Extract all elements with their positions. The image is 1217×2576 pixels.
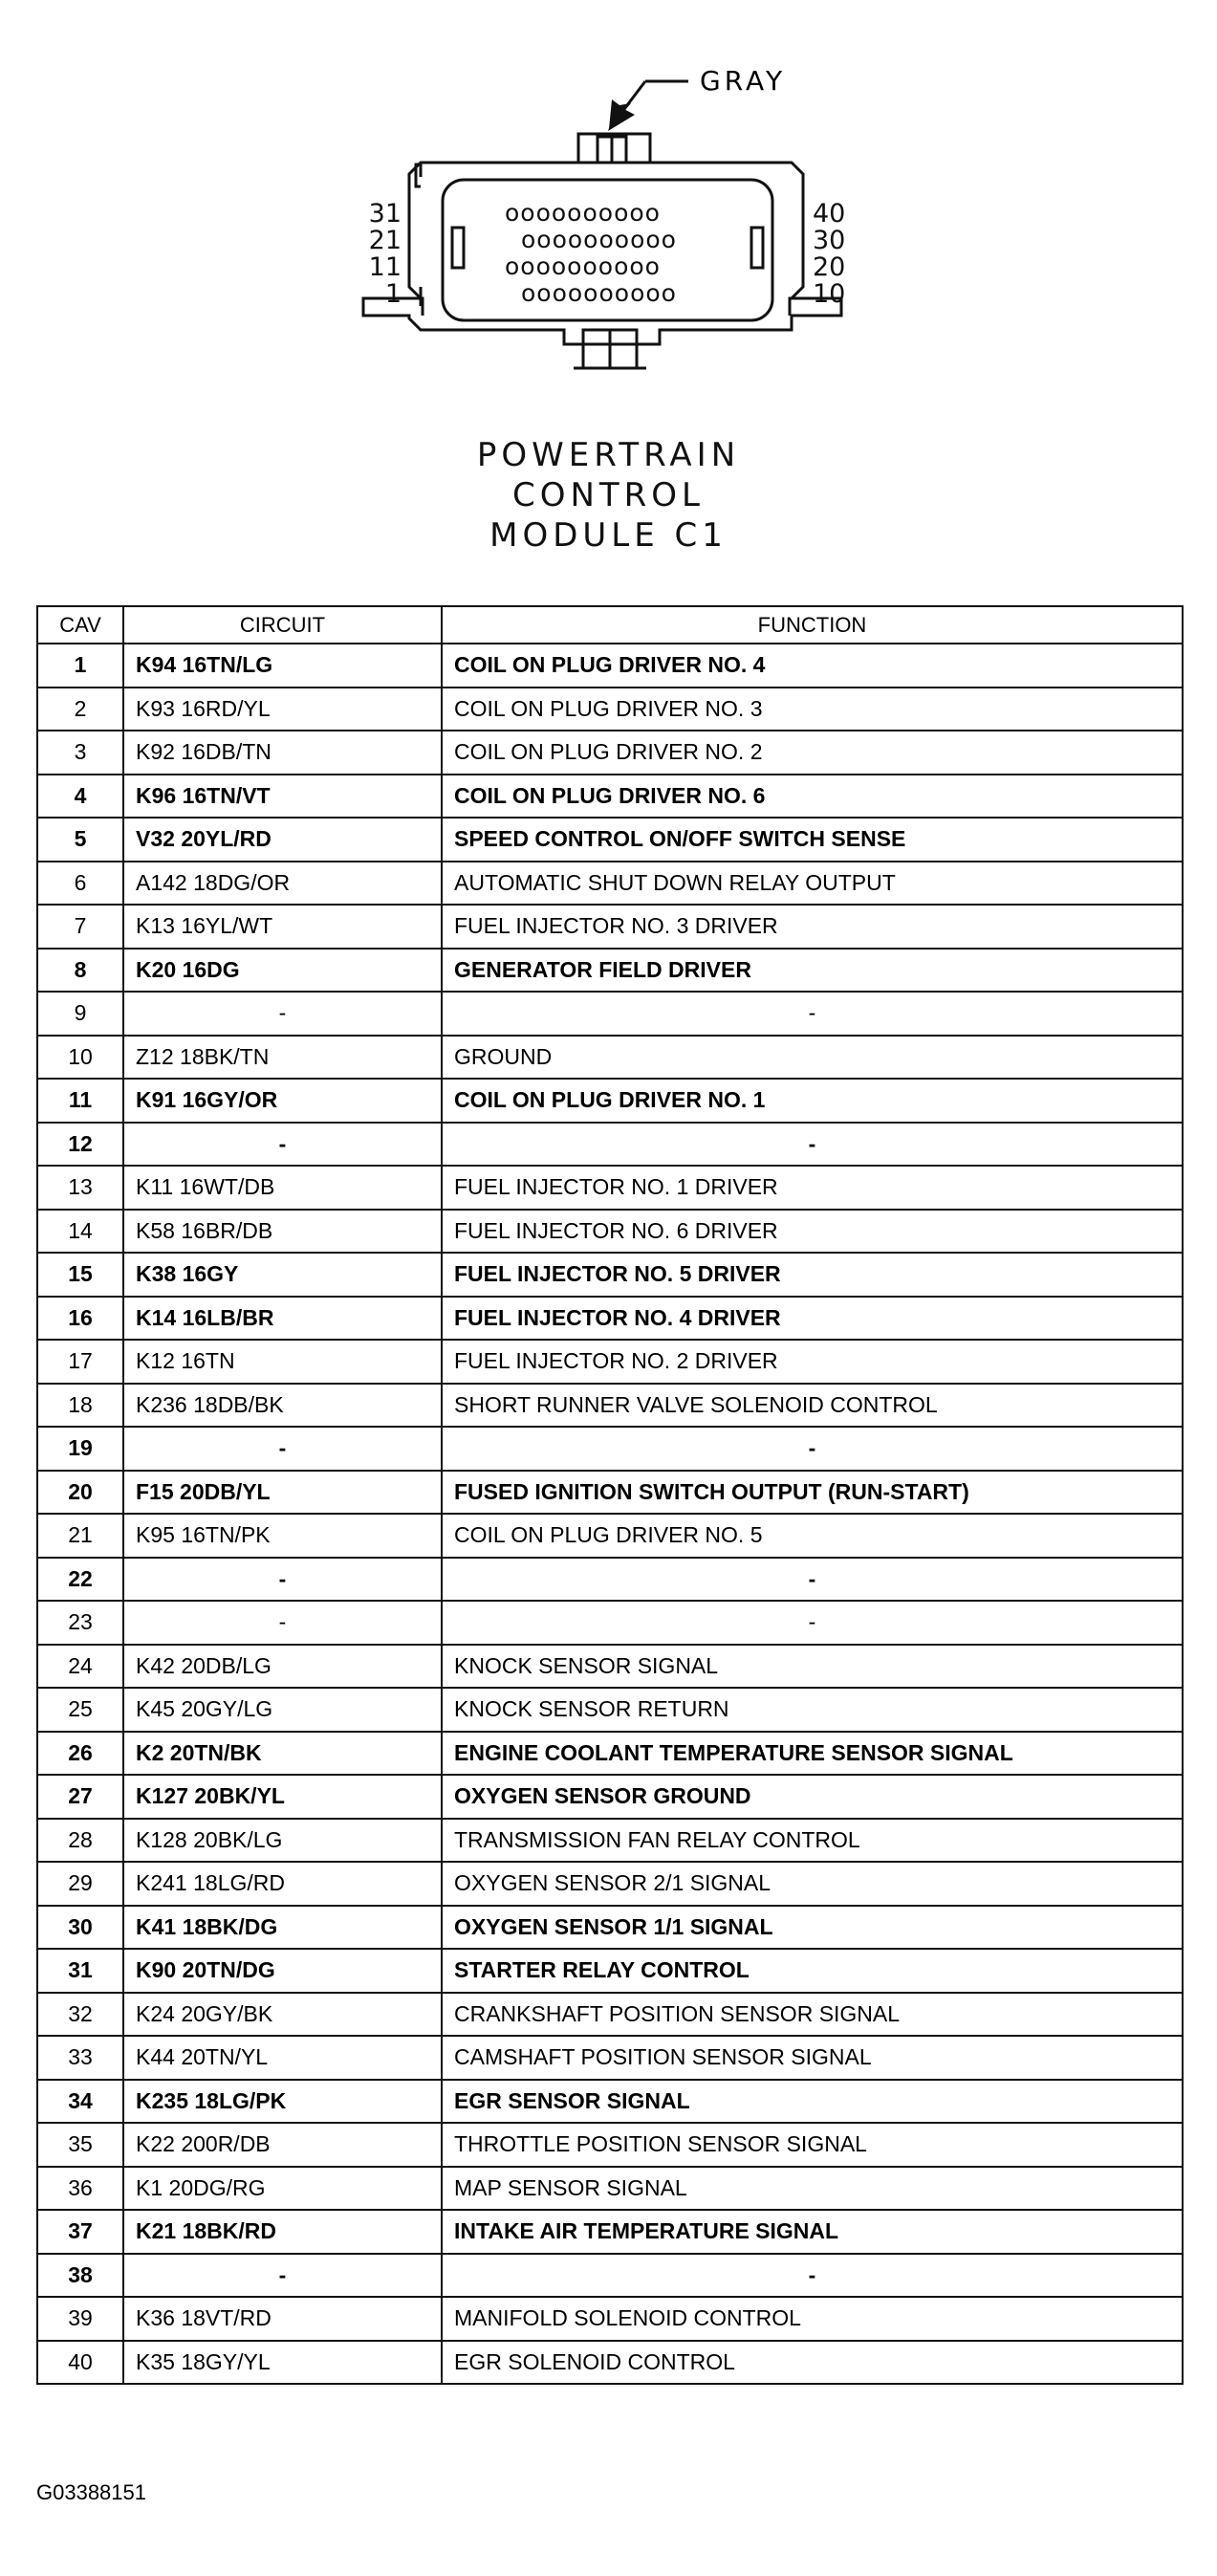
title-line-2: CONTROL	[511, 476, 706, 514]
function-cell: EGR SOLENOID CONTROL	[442, 2341, 1183, 2385]
cav-cell: 20	[37, 1471, 123, 1515]
function-cell: MAP SENSOR SIGNAL	[442, 2167, 1183, 2211]
cav-cell: 32	[37, 1993, 123, 2037]
circuit-cell: K13 16YL/WT	[123, 905, 442, 949]
circuit-cell: K236 18DB/BK	[123, 1384, 442, 1428]
function-cell: OXYGEN SENSOR GROUND	[442, 1775, 1183, 1819]
circuit-cell: -	[123, 1427, 442, 1471]
table-row	[37, 1297, 1183, 1341]
cav-cell: 40	[37, 2341, 123, 2385]
circuit-cell: K2 20TN/BK	[123, 1732, 442, 1776]
cav-cell: 10	[37, 1036, 123, 1080]
cav-cell: 17	[37, 1340, 123, 1384]
table-row	[37, 731, 1183, 775]
table-row	[37, 2167, 1183, 2211]
cav-cell: 7	[37, 905, 123, 949]
function-cell: COIL ON PLUG DRIVER NO. 1	[442, 1079, 1183, 1123]
function-cell: -	[442, 1558, 1183, 1602]
function-cell: FUEL INJECTOR NO. 1 DRIVER	[442, 1166, 1183, 1210]
cav-cell: 9	[37, 992, 123, 1036]
gray-label: GRAY	[700, 65, 787, 97]
table-row	[37, 1166, 1183, 1210]
function-cell: SPEED CONTROL ON/OFF SWITCH SENSE	[442, 818, 1183, 862]
function-cell: EGR SENSOR SIGNAL	[442, 2080, 1183, 2124]
function-cell: GROUND	[442, 1036, 1183, 1080]
circuit-cell: K12 16TN	[123, 1340, 442, 1384]
cav-cell: 38	[37, 2254, 123, 2298]
table-row	[37, 1906, 1183, 1950]
cav-cell: 4	[37, 775, 123, 819]
circuit-cell: K1 20DG/RG	[123, 2167, 442, 2211]
function-cell: OXYGEN SENSOR 2/1 SIGNAL	[442, 1862, 1183, 1906]
circuit-cell: -	[123, 1558, 442, 1602]
cav-cell: 22	[37, 1558, 123, 1602]
cav-cell: 15	[37, 1253, 123, 1297]
table-row	[37, 1949, 1183, 1993]
function-cell: FUEL INJECTOR NO. 5 DRIVER	[442, 1253, 1183, 1297]
cav-cell: 23	[37, 1601, 123, 1645]
circuit-cell: K45 20GY/LG	[123, 1688, 442, 1732]
cav-cell: 6	[37, 862, 123, 906]
table-row	[37, 1079, 1183, 1123]
circuit-cell: K58 16BR/DB	[123, 1210, 442, 1254]
function-cell: THROTTLE POSITION SENSOR SIGNAL	[442, 2123, 1183, 2167]
table-header-row	[37, 606, 1183, 644]
table-row	[37, 1471, 1183, 1515]
circuit-cell: K92 16DB/TN	[123, 731, 442, 775]
circuit-cell: -	[123, 2254, 442, 2298]
function-cell: -	[442, 1123, 1183, 1167]
function-cell: TRANSMISSION FAN RELAY CONTROL	[442, 1819, 1183, 1863]
circuit-cell: V32 20YL/RD	[123, 818, 442, 862]
table-row	[37, 992, 1183, 1036]
title-line-3: MODULE C1	[489, 516, 728, 555]
cav-cell: 30	[37, 1906, 123, 1950]
table-row	[37, 905, 1183, 949]
table-row	[37, 1514, 1183, 1558]
cav-cell: 39	[37, 2297, 123, 2341]
circuit-cell: A142 18DG/OR	[123, 862, 442, 906]
function-cell: FUEL INJECTOR NO. 2 DRIVER	[442, 1340, 1183, 1384]
circuit-cell: K93 16RD/YL	[123, 688, 442, 731]
circuit-cell: K14 16LB/BR	[123, 1297, 442, 1341]
cav-cell: 24	[37, 1645, 123, 1689]
table-row	[37, 1601, 1183, 1645]
function-cell: FUEL INJECTOR NO. 6 DRIVER	[442, 1210, 1183, 1254]
table-row	[37, 1775, 1183, 1819]
cav-cell: 25	[37, 1688, 123, 1732]
circuit-cell: -	[123, 992, 442, 1036]
table-row	[37, 1993, 1183, 2037]
function-cell: COIL ON PLUG DRIVER NO. 3	[442, 688, 1183, 731]
function-cell: -	[442, 992, 1183, 1036]
circuit-cell: Z12 18BK/TN	[123, 1036, 442, 1080]
circuit-cell: K90 20TN/DG	[123, 1949, 442, 1993]
table-row	[37, 2210, 1183, 2254]
cav-cell: 35	[37, 2123, 123, 2167]
function-cell: COIL ON PLUG DRIVER NO. 6	[442, 775, 1183, 819]
function-cell: FUSED IGNITION SWITCH OUTPUT (RUN-START)	[442, 1471, 1183, 1515]
table-row	[37, 1558, 1183, 1602]
function-cell: SHORT RUNNER VALVE SOLENOID CONTROL	[442, 1384, 1183, 1428]
circuit-cell: K94 16TN/LG	[123, 644, 442, 688]
function-cell: FUEL INJECTOR NO. 3 DRIVER	[442, 905, 1183, 949]
cav-cell: 18	[37, 1384, 123, 1428]
pin-row-3: oooooooooo	[505, 252, 661, 280]
table-row	[37, 2123, 1183, 2167]
circuit-cell: K241 18LG/RD	[123, 1862, 442, 1906]
cavity-label-30: 30	[813, 226, 846, 255]
circuit-cell: -	[123, 1123, 442, 1167]
table-row	[37, 1036, 1183, 1080]
table-row	[37, 1123, 1183, 1167]
function-cell: STARTER RELAY CONTROL	[442, 1949, 1183, 1993]
circuit-cell: K20 16DG	[123, 949, 442, 993]
table-row	[37, 1688, 1183, 1732]
table-row	[37, 775, 1183, 819]
cav-cell: 2	[37, 688, 123, 731]
cav-cell: 26	[37, 1732, 123, 1776]
gray-pointer-arrow	[608, 81, 688, 131]
function-cell: OXYGEN SENSOR 1/1 SIGNAL	[442, 1906, 1183, 1950]
circuit-cell: K91 16GY/OR	[123, 1079, 442, 1123]
cavity-label-10: 10	[813, 279, 846, 309]
function-cell: CAMSHAFT POSITION SENSOR SIGNAL	[442, 2036, 1183, 2080]
cav-cell: 34	[37, 2080, 123, 2124]
cav-cell: 37	[37, 2210, 123, 2254]
circuit-cell: F15 20DB/YL	[123, 1471, 442, 1515]
table-row	[37, 1732, 1183, 1776]
function-cell: COIL ON PLUG DRIVER NO. 2	[442, 731, 1183, 775]
circuit-cell: K95 16TN/PK	[123, 1514, 442, 1558]
circuit-cell: K35 18GY/YL	[123, 2341, 442, 2385]
cavity-label-11: 11	[368, 252, 402, 282]
cav-cell: 11	[37, 1079, 123, 1123]
table-row	[37, 949, 1183, 993]
function-cell: MANIFOLD SOLENOID CONTROL	[442, 2297, 1183, 2341]
table-row	[37, 1819, 1183, 1863]
cav-cell: 36	[37, 2167, 123, 2211]
cav-cell: 28	[37, 1819, 123, 1863]
function-cell: -	[442, 1601, 1183, 1645]
table-body	[37, 644, 1183, 2384]
table-row	[37, 2341, 1183, 2385]
header-circuit: CIRCUIT	[123, 606, 442, 644]
cav-cell: 16	[37, 1297, 123, 1341]
cav-cell: 19	[37, 1427, 123, 1471]
table-row	[37, 2254, 1183, 2298]
circuit-cell: K235 18LG/PK	[123, 2080, 442, 2124]
cav-cell: 1	[37, 644, 123, 688]
circuit-cell: K42 20DB/LG	[123, 1645, 442, 1689]
table-row	[37, 1384, 1183, 1428]
pin-row-bottom: oooooooooo	[521, 279, 677, 307]
cav-cell: 13	[37, 1166, 123, 1210]
circuit-cell: K36 18VT/RD	[123, 2297, 442, 2341]
circuit-cell: K41 18BK/DG	[123, 1906, 442, 1950]
cav-cell: 3	[37, 731, 123, 775]
cavity-label-20: 20	[813, 252, 846, 282]
circuit-cell: K127 20BK/YL	[123, 1775, 442, 1819]
cavity-label-21: 21	[368, 226, 402, 255]
function-cell: CRANKSHAFT POSITION SENSOR SIGNAL	[442, 1993, 1183, 2037]
title-line-1: POWERTRAIN	[476, 436, 741, 474]
table-row	[37, 1340, 1183, 1384]
cav-cell: 5	[37, 818, 123, 862]
function-cell: INTAKE AIR TEMPERATURE SIGNAL	[442, 2210, 1183, 2254]
cav-cell: 8	[37, 949, 123, 993]
circuit-cell: K21 18BK/RD	[123, 2210, 442, 2254]
circuit-cell: K24 20GY/BK	[123, 1993, 442, 2037]
function-cell: ENGINE COOLANT TEMPERATURE SENSOR SIGNAL	[442, 1732, 1183, 1776]
circuit-cell: K22 200R/DB	[123, 2123, 442, 2167]
table-row	[37, 2036, 1183, 2080]
cavity-label-1: 1	[384, 279, 402, 309]
circuit-cell: K44 20TN/YL	[123, 2036, 442, 2080]
cavity-label-31: 31	[368, 199, 402, 229]
table-row	[37, 688, 1183, 731]
table-row	[37, 2297, 1183, 2341]
cav-cell: 14	[37, 1210, 123, 1254]
cav-cell: 27	[37, 1775, 123, 1819]
cav-cell: 31	[37, 1949, 123, 1993]
function-cell: FUEL INJECTOR NO. 4 DRIVER	[442, 1297, 1183, 1341]
pin-row-top: oooooooooo	[505, 199, 661, 227]
cav-cell: 29	[37, 1862, 123, 1906]
figure-id: G03388151	[36, 2480, 146, 2504]
function-cell: KNOCK SENSOR SIGNAL	[442, 1645, 1183, 1689]
header-cav: CAV	[37, 606, 123, 644]
table-row	[37, 1427, 1183, 1471]
table-row	[37, 818, 1183, 862]
cav-cell: 12	[37, 1123, 123, 1167]
cav-cell: 33	[37, 2036, 123, 2080]
function-cell: -	[442, 1427, 1183, 1471]
cav-cell: 21	[37, 1514, 123, 1558]
function-cell: -	[442, 2254, 1183, 2298]
function-cell: AUTOMATIC SHUT DOWN RELAY OUTPUT	[442, 862, 1183, 906]
circuit-cell: K38 16GY	[123, 1253, 442, 1297]
circuit-cell: K96 16TN/VT	[123, 775, 442, 819]
table-row	[37, 1862, 1183, 1906]
function-cell: COIL ON PLUG DRIVER NO. 5	[442, 1514, 1183, 1558]
function-cell: KNOCK SENSOR RETURN	[442, 1688, 1183, 1732]
table-row	[37, 862, 1183, 906]
module-title	[0, 435, 1217, 556]
table-row	[37, 1253, 1183, 1297]
table-row	[37, 2080, 1183, 2124]
cavity-label-40: 40	[813, 199, 846, 229]
pin-row-2: oooooooooo	[521, 226, 677, 253]
pinout-table	[36, 605, 1184, 2385]
circuit-cell: -	[123, 1601, 442, 1645]
table-row	[37, 644, 1183, 688]
table-row	[37, 1210, 1183, 1254]
circuit-cell: K11 16WT/DB	[123, 1166, 442, 1210]
circuit-cell: K128 20BK/LG	[123, 1819, 442, 1863]
function-cell: GENERATOR FIELD DRIVER	[442, 949, 1183, 993]
function-cell: COIL ON PLUG DRIVER NO. 4	[442, 644, 1183, 688]
header-function: FUNCTION	[442, 606, 1183, 644]
table-row	[37, 1645, 1183, 1689]
